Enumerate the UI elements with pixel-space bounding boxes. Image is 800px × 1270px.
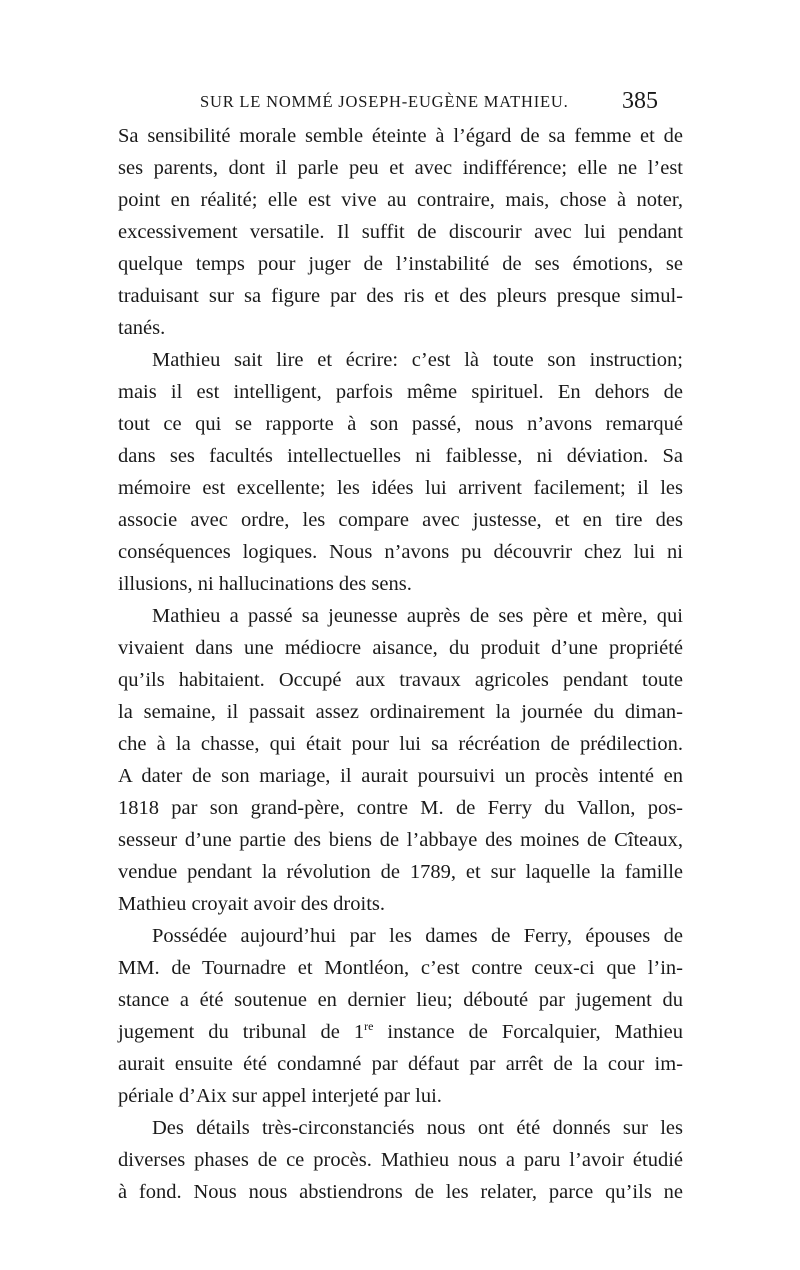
ordinal-suffix: re: [364, 1019, 374, 1034]
text-line: illusions, ni hallucinations des sens.: [118, 573, 412, 595]
running-title: SUR LE NOMMÉ JOSEPH-EUGÈNE MATHIEU.: [200, 92, 569, 111]
text-line: 1818 par son grand-père, contre M. de Ferry du Vallon, pos-: [118, 797, 683, 819]
text-line: qu’ils habitaient. Occupé aux travaux agricoles pendant toute: [118, 669, 683, 691]
text-line: Possédée aujourd’hui par les dames de Ferry, épouses de: [152, 925, 683, 947]
text-line: Mathieu a passé sa jeunesse auprès de ses père et mère, qui: [152, 605, 683, 627]
text-line: tout ce qui se rapporte à son passé, nous n’avons remarqué: [118, 413, 683, 435]
text-line: diverses phases de ce procès. Mathieu nous a paru l’avoir étudié: [118, 1149, 683, 1171]
text-line: conséquences logiques. Nous n’avons pu découvrir chez lui ni: [118, 541, 683, 563]
text-line: tanés.: [118, 317, 166, 339]
text-line: aurait ensuite été condamné par défaut par arrêt de la cour im-: [118, 1053, 683, 1075]
page-number: 385: [622, 88, 658, 114]
page-header: [118, 88, 658, 118]
text-line: Sa sensibilité morale semble éteinte à l’égard de sa femme et de: [118, 125, 683, 147]
text-line: MM. de Tournadre et Montléon, c’est contre ceux-ci que l’in-: [118, 957, 683, 979]
text-line: A dater de son mariage, il aurait poursuivi un procès intenté en: [118, 765, 683, 787]
text-line: mémoire est excellente; les idées lui arrivent facilement; il les: [118, 477, 683, 499]
text-line: Mathieu sait lire et écrire: c’est là toute son instruction;: [152, 349, 683, 371]
text-fragment: instance de Forcalquier, Mathieu: [373, 1021, 683, 1043]
text-line: Des détails très-circonstanciés nous ont été donnés sur les: [152, 1117, 683, 1139]
text-line: che à la chasse, qui était pour lui sa récréation de prédilection.: [118, 733, 683, 755]
text-line: sesseur d’une partie des biens de l’abbaye des moines de Cîteaux,: [118, 829, 683, 851]
text-line: vivaient dans une médiocre aisance, du produit d’une propriété: [118, 637, 683, 659]
text-line: vendue pendant la révolution de 1789, et sur laquelle la famille: [118, 861, 683, 883]
text-line: excessivement versatile. Il suffit de discourir avec lui pendant: [118, 221, 683, 243]
text-line: à fond. Nous nous abstiendrons de les relater, parce qu’ils ne: [118, 1181, 683, 1203]
text-line: périale d’Aix sur appel interjeté par lui.: [118, 1085, 442, 1107]
text-line: dans ses facultés intellectuelles ni faiblesse, ni déviation. Sa: [118, 445, 683, 467]
text-line: Mathieu croyait avoir des droits.: [118, 893, 386, 915]
text-line: la semaine, il passait assez ordinairement la journée du diman-: [118, 701, 683, 723]
text-line: traduisant sur sa figure par des ris et des pleurs presque simul-: [118, 285, 683, 307]
text-line: point en réalité; elle est vive au contraire, mais, chose à noter,: [118, 189, 683, 211]
text-fragment: jugement du tribunal de 1: [118, 1021, 365, 1043]
text-line: stance a été soutenue en dernier lieu; débouté par jugement du: [118, 989, 683, 1011]
text-line: quelque temps pour juger de l’instabilité de ses émotions, se: [118, 253, 683, 275]
text-line: [118, 1016, 683, 1048]
text-line: mais il est intelligent, parfois même spirituel. En dehors de: [118, 381, 683, 403]
text-line: associe avec ordre, les compare avec justesse, et en tire des: [118, 509, 683, 531]
text-line: ses parents, dont il parle peu et avec indifférence; elle ne l’est: [118, 157, 683, 179]
